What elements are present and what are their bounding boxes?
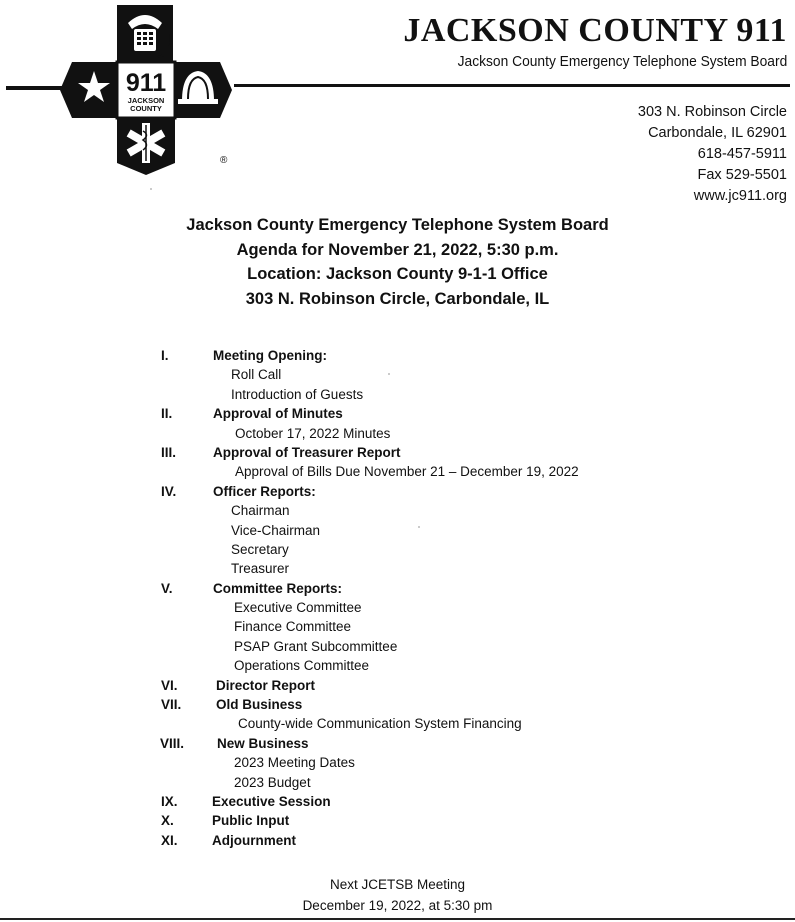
agenda-subitem: Roll Call [231, 367, 282, 383]
section-title: Public Input [212, 813, 290, 829]
section-number: IV. [161, 483, 177, 499]
logo-center-line1: JACKSON [127, 96, 165, 105]
agenda-item-row [0, 617, 795, 636]
section-number: VIII. [160, 735, 185, 751]
agenda-section-row [0, 792, 795, 811]
section-number: IX. [161, 793, 178, 809]
agenda-list [0, 346, 795, 850]
section-title: Approval of Minutes [213, 406, 343, 422]
section-title: Adjournment [212, 832, 296, 848]
agenda-item-row [0, 559, 795, 578]
heading-line: 303 N. Robinson Circle, Carbondale, IL [245, 289, 550, 308]
agenda-item-row [0, 656, 795, 675]
heading-line: Location: Jackson County 9-1-1 Office [247, 265, 548, 283]
agenda-subitem: Approval of Bills Due November 21 – December 19, 2022 [235, 464, 579, 480]
agenda-section-row [0, 579, 795, 598]
section-title: Old Business [216, 697, 303, 713]
section-title: Executive Session [212, 793, 331, 809]
next-meeting-footer [0, 874, 795, 916]
section-number: V. [161, 580, 173, 596]
agenda-item-row [0, 753, 795, 772]
agenda-subitem: PSAP Grant Subcommittee [234, 638, 398, 654]
section-title: Approval of Treasurer Report [213, 444, 401, 460]
agenda-section-row [0, 676, 795, 695]
section-number: X. [161, 813, 174, 829]
agenda-item-row [0, 521, 795, 540]
agenda-section-row [0, 811, 795, 830]
agenda-item-row [0, 365, 795, 384]
agenda-section-row [0, 443, 795, 462]
org-name: JACKSON COUNTY 911 [403, 12, 787, 49]
agenda-section-row [0, 404, 795, 423]
heading-line: Agenda for November 21, 2022, 5:30 p.m. [236, 240, 559, 259]
section-title: Meeting Opening: [213, 348, 327, 363]
address-phone: 618-457-5911 [697, 146, 787, 162]
agenda-item-row [0, 462, 795, 481]
agenda-subitem: County-wide Communication System Financing [238, 716, 522, 732]
agenda-subitem: Executive Committee [234, 600, 362, 616]
footer-line2: December 19, 2022, at 5:30 pm [302, 898, 493, 913]
agenda-subitem: Secretary [231, 541, 289, 557]
agenda-subitem: Chairman [231, 503, 290, 519]
agenda-item-row [0, 773, 795, 792]
org-subtitle: Jackson County Emergency Telephone System Board [457, 53, 787, 70]
section-number: I. [161, 348, 169, 363]
agenda-subitem: Treasurer [231, 561, 290, 577]
agenda-item-row [0, 540, 795, 559]
section-number: VI. [161, 677, 178, 693]
agenda-subitem: Vice-Chairman [231, 522, 321, 538]
agenda-item-row [0, 598, 795, 617]
logo-center-number: 911 [125, 69, 167, 97]
scan-speck [150, 188, 152, 190]
page-bottom-rule [0, 918, 795, 920]
section-title: New Business [217, 735, 309, 751]
section-number: II. [161, 406, 173, 422]
agenda-item-row [0, 637, 795, 656]
jackson-county-911-logo [58, 5, 234, 175]
agenda-section-row [0, 831, 795, 850]
header-rule-left [6, 86, 66, 90]
address-website: www.jc911.org [693, 188, 787, 204]
agenda-item-row [0, 714, 795, 733]
address-city: Carbondale, IL 62901 [648, 125, 787, 141]
section-number: III. [161, 444, 177, 460]
section-number: XI. [161, 832, 178, 848]
agenda-section-row [0, 346, 795, 365]
footer-line1: Next JCETSB Meeting [329, 877, 466, 892]
agenda-subitem: Operations Committee [234, 658, 370, 674]
agenda-item-row [0, 424, 795, 443]
agenda-subitem: October 17, 2022 Minutes [235, 425, 391, 441]
agenda-section-row [0, 482, 795, 501]
scan-speck [388, 373, 390, 375]
header-rule-right [234, 84, 790, 87]
agenda-section-row [0, 734, 795, 753]
agenda-subitem: Finance Committee [234, 619, 352, 635]
section-title: Officer Reports: [213, 483, 316, 499]
agenda-subitem: 2023 Budget [234, 774, 311, 790]
registered-mark: ® [220, 155, 228, 166]
heading-line: Jackson County Emergency Telephone System Board [186, 216, 609, 234]
section-title: Director Report [216, 677, 316, 693]
address-street: 303 N. Robinson Circle [637, 104, 787, 120]
agenda-subitem: 2023 Meeting Dates [234, 755, 355, 771]
agenda-section-row [0, 695, 795, 714]
address-block [638, 102, 787, 207]
scan-speck [418, 526, 420, 528]
address-fax: Fax 529-5501 [697, 167, 787, 183]
logo-center-line2: COUNTY [130, 104, 162, 113]
agenda-item-row [0, 385, 795, 404]
agenda-heading [0, 213, 795, 311]
agenda-item-row [0, 501, 795, 520]
section-number: VII. [161, 697, 182, 713]
section-title: Committee Reports: [213, 580, 343, 596]
agenda-subitem: Introduction of Guests [231, 386, 364, 402]
